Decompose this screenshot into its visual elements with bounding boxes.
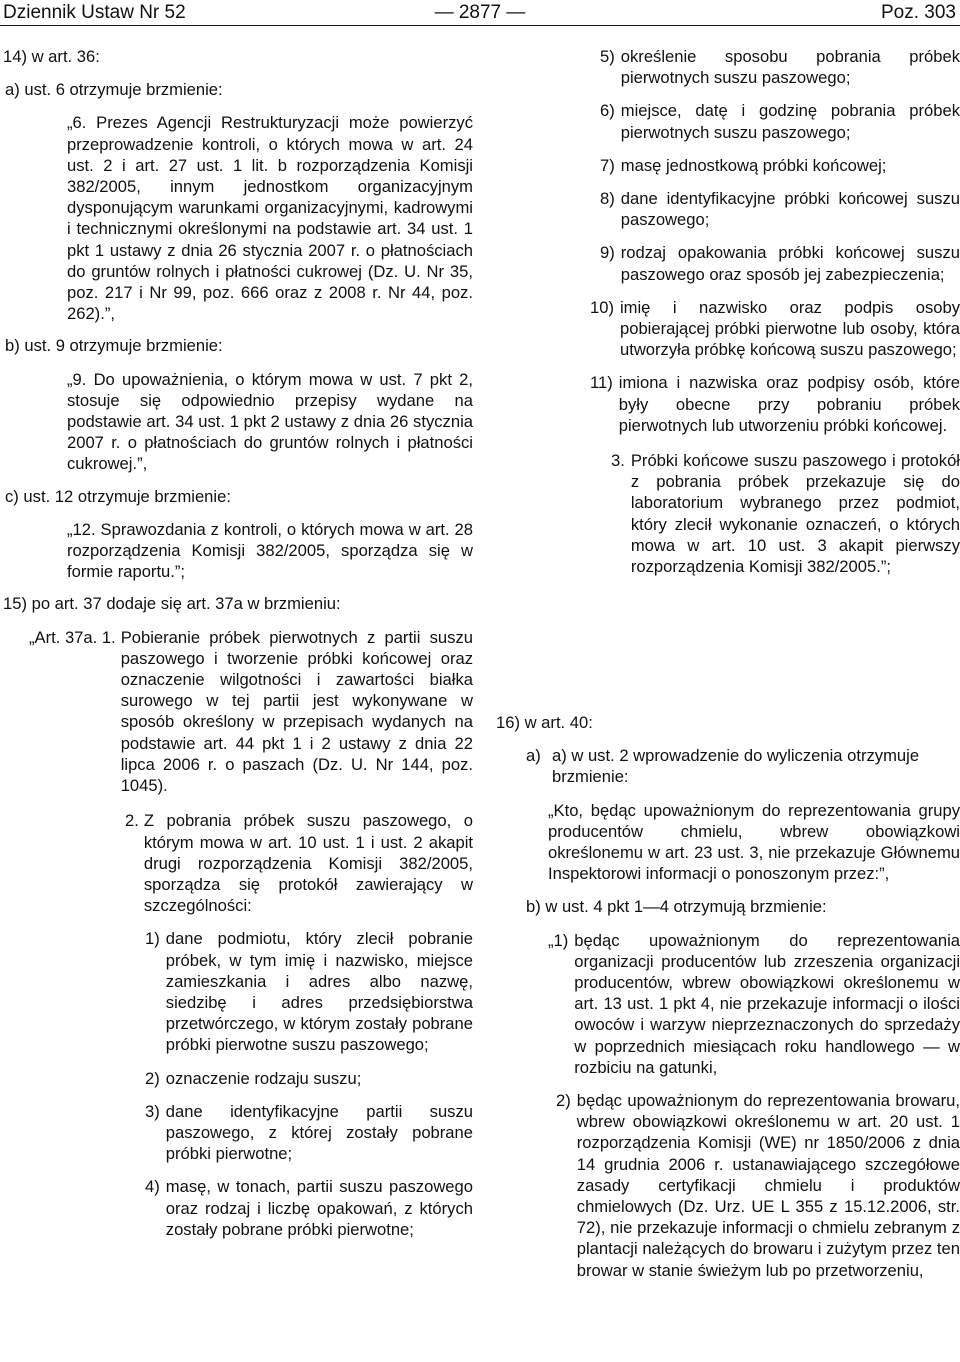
page-number: — 2877 — (434, 2, 526, 23)
par-2-label: 2. (125, 811, 139, 831)
p16-sub-a: a) a) w ust. 2 wprowadzenie do wyliczenia otrzymuje brzmienie: (496, 745, 960, 787)
sub-c-text: „12. Sprawozdania z kontroli, o których mowa w art. 28 rozporządzenia Komisji 382/2005, sporządza się w formie raportu.”; (67, 519, 473, 582)
point-15: 15) po art. 37 dodaje się art. 37a w brzmieniu: (3, 594, 341, 614)
par-3-label: 3. (611, 451, 625, 471)
point-14: 14) w art. 36: (3, 47, 100, 66)
article-37a-par-1 (3, 627, 473, 797)
list-item: 5) określenie sposobu pobrania próbek pierwotnych suszu paszowego; (600, 47, 960, 88)
list-item: 3) dane identyfikacyjne partii suszu paszowego, z której zostały pobrane próbki pierwotne; (145, 1101, 473, 1164)
p16-sub-a-text: „Kto, będąc upoważnionym do reprezentowania grupy producentów chmielu, wbrew obowiązkowi określonemu w art. 23 ust. 3, nie przekazuje Głównemu Inspektorowi informacji o ponoszonym przez:”, (548, 800, 960, 884)
list-item: 2) będąc upoważnionym do reprezentowania browaru, wbrew obowiązkowi określonemu w art. 20 ust. 1 rozporządzenia Komisji (WE) nr 1850/2006 z dnia 14 grudnia 2006 r. ustanawiającego szczegółowe zasady certyfikacji chmielu i produktów chmielowych (Dz. Urz. UE L 355 z 15.12.2006, str. 72), nie przekazuje informacji o chmielu zebranym z plantacji należących do browaru i zużytym przez ten browar w stanie świeżym lub po przetworzeniu, (556, 1091, 960, 1280)
left-column (3, 46, 473, 1240)
list-item: 4) masę, w tonach, partii suszu paszowego oraz rodzaj i liczbę opakowań, z których zostały pobrane próbki pierwotne; (145, 1177, 473, 1239)
right-column (492, 46, 960, 577)
article-37a-par-3 (492, 450, 960, 577)
sub-a-text: „6. Prezes Agencji Restrukturyzacji może powierzyć przeprowadzenie kontroli, o których mowa w art. 24 ust. 2 i art. 27 ust. 1 lit. b rozporządzenia Komisji 382/2005, innym jednostkom organizacyjnym dysponującym warunkami organizacyjnymi, kadrowymi i technicznymi określonymi na podstawie art. 34 ust. 1 pkt 1 ustawy z dnia 26 stycznia 2007 r. o płatnościach do gruntów rolnych i płatności cukrowej (Dz. U. Nr 35, poz. 217 i Nr 99, poz. 666 oraz z 2008 r. Nr 44, poz. 262).”, (67, 113, 473, 324)
par-3-text: Próbki końcowe suszu paszowego i protokół z pobrania próbek przekazuje się do laboratorium wybranego przez podmiot, który zlecił wykonanie oznaczeń, o których mowa w art. 10 ust. 3 akapit pierwszy rozporządzenia Komisji 382/2005.”; (630, 451, 960, 577)
article-37a-par-2 (3, 810, 473, 916)
protocol-items-list (3, 928, 473, 1240)
point-16: 16) w art. 40: (496, 713, 593, 732)
header-rule (0, 25, 960, 26)
position-number: Poz. 303 (881, 2, 956, 23)
list-item: 7) masę jednostkową próbki końcowej; (600, 155, 887, 175)
list-item: 1) dane podmiotu, który zlecił pobranie próbek, w tym imię i nazwisko, miejsce zamieszkania i adres albo nazwę, siedzibę i adres przedsiębiorstwa przetwórczego, w którym zostały pobrane próbki pierwotne suszu paszowego; (145, 929, 473, 1055)
sub-a-intro: a) ust. 6 otrzymuje brzmienie: (5, 80, 223, 100)
list-item: 8) dane identyfikacyjne próbki końcowej suszu paszowego; (600, 189, 960, 230)
p16-points-list (496, 930, 960, 1281)
sub-b-text: „9. Do upoważnienia, o którym mowa w ust. 7 pkt 2, stosuje się odpowiednio przepisy wydane na podstawie art. 34 ust. 1 pkt 2 ustawy z dnia 26 stycznia 2007 r. o płatnościach do gruntów rolnych i płatności cukrowej.”, (67, 369, 473, 474)
list-item: 2) oznaczenie rodzaju suszu; (145, 1068, 362, 1088)
p16-sub-a-intro: a) w ust. 2 wprowadzenie do wyliczenia otrzymuje brzmienie: (552, 746, 920, 787)
p16-sub-b-intro: b) w ust. 4 pkt 1—4 otrzymują brzmienie: (526, 897, 827, 917)
list-item: „1) będąc upoważnionym do reprezentowania organizacji producentów lub zrzeszenia organizacji producentów, wbrew obowiązkowi określonemu w art. 13 ust. 1 pkt 4, nie przekazuje informacji o ilości owoców i warzyw nieprzeznaczonych do sprzedaży w poprzednich miesiącach roku handlowego — w rozbiciu na gatunki, (548, 930, 960, 1077)
list-item: 6) miejsce, datę i godzinę pobrania próbek pierwotnych suszu paszowego; (600, 101, 960, 142)
par-2-text: Z pobrania próbek suszu paszowego, o którym mowa w art. 10 ust. 1 i ust. 2 akapit drugi rozporządzenia Komisji 382/2005, sporządza się protokół zawierający w szczególności: (143, 811, 473, 916)
article-label: „Art. 37a. 1. (29, 627, 116, 647)
point-16-block (496, 712, 960, 1281)
protocol-items-list-cont (492, 46, 960, 436)
sub-b-intro: b) ust. 9 otrzymuje brzmienie: (5, 336, 223, 356)
sub-c-intro: c) ust. 12 otrzymuje brzmienie: (5, 486, 231, 506)
article-par-1-text: Pobieranie próbek pierwotnych z partii suszu paszowego i tworzenie próbki końcowej oraz oznaczenie wilgotności i zawartości białka surowego w tej partii jest wykonywane w sposób określony w przepisach wydanych na podstawie art. 44 pkt 1 i 2 ustawy z dnia 22 lipca 2006 r. o paszach (Dz. U. Nr 144, poz. 1045). (120, 627, 473, 796)
journal-title: Dziennik Ustaw Nr 52 (3, 2, 186, 23)
list-item: 9) rodzaj opakowania próbki końcowej suszu paszowego oraz sposób jej zabezpieczenia; (600, 243, 960, 284)
list-item: 10) imię i nazwisko oraz podpis osoby pobierającej próbki pierwotne lub osoby, która utworzyła próbkę końcową suszu paszowego; (590, 297, 960, 360)
list-item: 11) imiona i nazwiska oraz podpisy osób, które były obecne przy pobraniu próbek pierwotnych lub utworzeniu próbki końcowej. (590, 373, 960, 435)
